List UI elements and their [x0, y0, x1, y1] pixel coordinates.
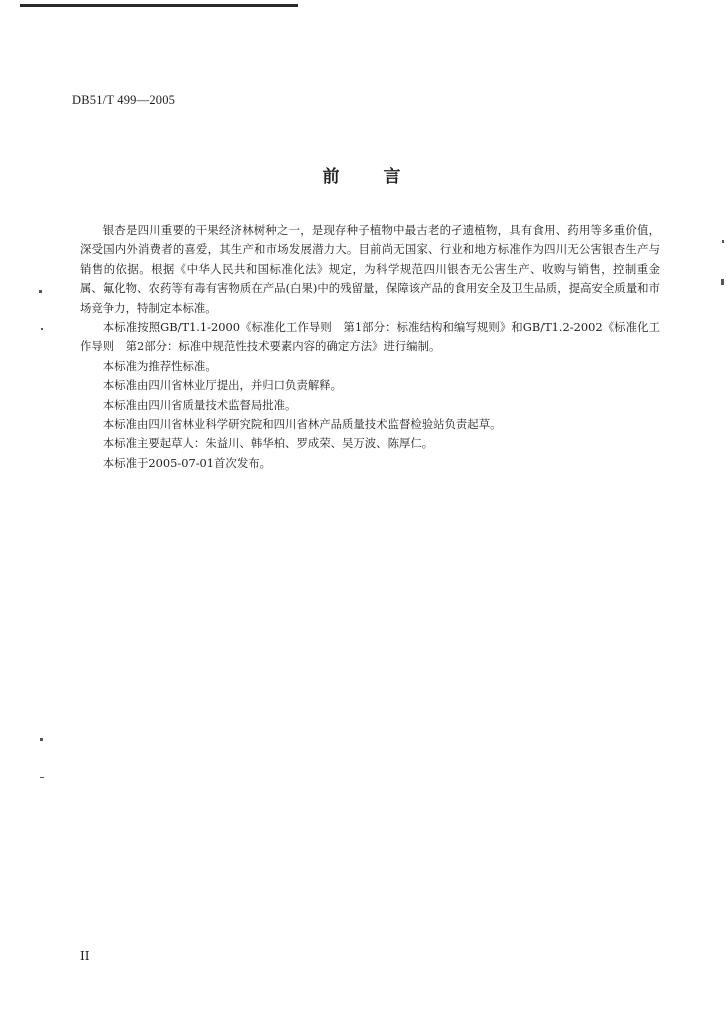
standard-code: DB51/T 499—2005: [72, 93, 176, 107]
scan-mark: [41, 328, 43, 330]
paragraph-drafting-rules: 本标准按照GB/T1.1-2000《标准化工作导则 第1部分：标准结构和编写规则》和GB/T1.2-2002《标准化工作导则 第2部分：标准中规范性技术要素内容的确定方法》进行编制。: [80, 320, 660, 354]
foreword-body: [80, 221, 660, 473]
top-rule: [20, 4, 298, 7]
paragraph-recommended: 本标准为推荐性标准。: [102, 358, 217, 373]
scan-mark: [39, 290, 42, 293]
scan-mark: [721, 279, 724, 285]
paragraph-release-date: 本标准于2005-07-01首次发布。: [102, 455, 271, 470]
scan-mark: [40, 777, 44, 778]
paragraph-drafters: 本标准主要起草人：朱益川、韩华柏、罗成荣、吴万波、陈厚仁。: [102, 436, 434, 451]
page-title: 前言: [322, 167, 445, 187]
paragraph-approved-by: 本标准由四川省质量技术监督局批准。: [102, 397, 297, 412]
scan-mark: [40, 738, 43, 741]
page-number: II: [80, 949, 90, 963]
paragraph-proposed-by: 本标准由四川省林业厅提出，并归口负责解释。: [102, 378, 343, 393]
paragraph-background: 银杏是四川重要的干果经济林树种之一，是现存种子植物中最古老的孑遗植物，具有食用、药用等多重价值，深受国内外消费者的喜爱，其生产和市场发展潜力大。目前尚无国家、行业和地方标准作为四川无公害银杏生产与销售的依据。根据《中华人民共和国标准化法》规定，为科学规范四川银杏无公害生产、收购与销售，控制重金属、氟化物、农药等有毒有害物质在产品(白果)中的残留量，保障该产品的食用安全及卫生品质，提高安全质量和市场竞争力，特制定本标准。: [80, 223, 660, 315]
scan-mark: [722, 240, 724, 243]
paragraph-drafted-by: 本标准由四川省林业科学研究院和四川省林产品质量技术监督检验站负责起草。: [102, 417, 502, 432]
